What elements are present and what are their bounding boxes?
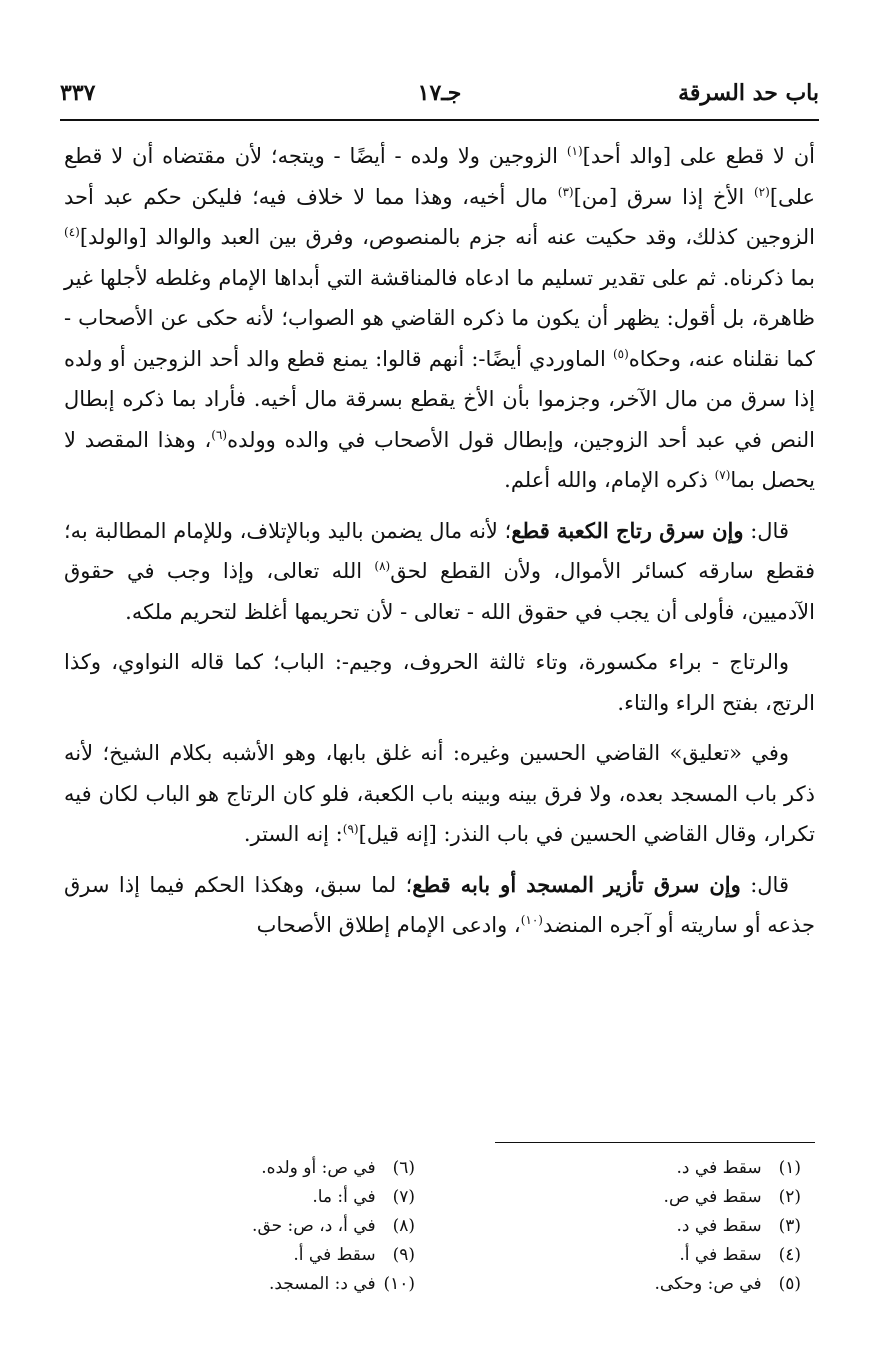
- paragraph-text: وفي «تعليق» القاضي الحسين وغيره: أنه غلق بابها، وهو الأشبه بكلام الشيخ؛ لأنه ذكر باب المسجد بعده، ولا فرق بينه وبينه باب الكعبة، فلو كان الرتاج هو الباب لكان فيه تكرار، وقال القاضي الحسين في باب النذر: [إنه قيل]: [64, 741, 815, 846]
- paragraph-text: ، وادعى الإمام إطلاق الأصحاب: [256, 913, 521, 937]
- paragraph-text: مال أخيه، وهذا مما لا خلاف فيه؛ فليكن حكم عبد أحد الزوجين كذلك، وقد حكيت عنه أنه جزم بالمنصوص، وفرق بين العبد والوالد [والولد]: [64, 184, 815, 249]
- footnote-number: (٥): [778, 1274, 801, 1294]
- main-text: [64, 136, 815, 946]
- footnote-marker: (٥): [612, 346, 629, 361]
- footnote: [45, 1270, 415, 1299]
- volume-number: جـ١٧: [417, 80, 462, 106]
- footnote-number: (١): [778, 1158, 801, 1178]
- footnote-number: (٩): [392, 1245, 415, 1265]
- paragraph-text: : إنه الستر.: [243, 822, 343, 846]
- footnote-text: سقط في د.: [676, 1158, 767, 1178]
- paragraph: [64, 136, 815, 501]
- page-header: [60, 76, 819, 114]
- footnote-number: (٣): [778, 1216, 801, 1236]
- footnote: [45, 1241, 415, 1270]
- paragraph-text: أن لا قطع على [والد أحد]: [582, 144, 815, 168]
- footnote-text: سقط في أ.: [679, 1245, 767, 1265]
- footnote-marker: (٧): [714, 468, 731, 482]
- footnote-number: (٤): [778, 1245, 801, 1265]
- paragraph: [64, 511, 815, 633]
- footnote-number: (٢): [778, 1187, 801, 1207]
- footnote: [45, 1183, 415, 1212]
- paragraph-text: قال:: [740, 872, 789, 897]
- paragraph-text: الله تعالى، وإذا وجب في حقوق الآدميين، فأولى أن يجب في حقوق الله - تعالى - لأن تحريمها أغلظ لتحريم ملكه.: [64, 559, 815, 624]
- paragraph-text: والرتاج - براء مكسورة، وتاء ثالثة الحروف، وجيم-: الباب؛ كما قاله النواوي، وكذا الرتج، بفتح الراء والتاء.: [64, 650, 815, 715]
- footnote-marker: (٦): [211, 427, 228, 442]
- footnote-text: في أ، د، ص: حق.: [252, 1216, 381, 1236]
- footnote-marker: (٤): [64, 225, 80, 239]
- footnote: [431, 1270, 801, 1299]
- paragraph-text: ذكره الإمام، والله أعلم.: [504, 468, 715, 492]
- footnote-number: (٨): [392, 1216, 415, 1236]
- paragraph-text: ؛ لأنه مال يضمن باليد وبالإتلاف، وللإمام المطالبة به؛ فقطع سارقه كسائر الأموال، ولأن القطع لحق: [64, 518, 816, 583]
- footnote: [45, 1212, 415, 1241]
- footnote: [431, 1183, 801, 1212]
- page-number: ٣٣٧: [60, 80, 96, 106]
- footnote: [431, 1241, 801, 1270]
- footnote-text: في د: المسجد.: [268, 1274, 381, 1294]
- footnote-marker: (٨): [374, 559, 391, 573]
- footnote: [431, 1154, 801, 1183]
- footnote-number: (٧): [392, 1187, 415, 1207]
- footnote-text: في أ: ما.: [312, 1187, 381, 1207]
- footnote-column-left: [45, 1154, 415, 1299]
- header-rule: [60, 119, 819, 121]
- chapter-title: باب حد السرقة: [678, 80, 819, 106]
- footnote-text: سقط في ص.: [663, 1187, 767, 1207]
- footnote-column-right: [431, 1154, 801, 1299]
- matn-text: وإن سرق تأزير المسجد أو بابه قطع: [412, 871, 741, 897]
- footnote-marker: (٣): [557, 184, 574, 199]
- footnote-number: (١٠): [383, 1274, 415, 1294]
- paragraph: [64, 642, 815, 723]
- matn-text: وإن سرق رتاج الكعبة قطع: [511, 517, 744, 543]
- paragraph: [64, 865, 815, 946]
- paragraph-text: الأخ إذا سرق [من]: [573, 184, 754, 209]
- footnote-text: في ص: أو ولده.: [261, 1158, 381, 1178]
- footnote-number: (٦): [392, 1158, 415, 1178]
- footnote-marker: (١٠): [520, 913, 543, 927]
- footnote-marker: (٩): [342, 822, 359, 836]
- paragraph-text: الزوجين ولا ولده - أيضًا - ويتجه؛ لأن مقتضاه أن لا قطع على]: [64, 144, 815, 209]
- paragraph: [64, 733, 815, 855]
- footnote-text: سقط في د.: [676, 1216, 767, 1236]
- footnote-marker: (١): [566, 144, 583, 158]
- footnote-text: سقط في أ.: [293, 1245, 381, 1265]
- paragraph-text: قال:: [743, 518, 789, 543]
- footnote-rule: [495, 1142, 815, 1143]
- paragraph-text: ، وهذا المقصد لا يحصل بما: [64, 427, 815, 492]
- footnote-text: في ص: وحكى.: [654, 1274, 767, 1294]
- paragraph-text: بما ذكرناه. ثم على تقدير تسليم ما ادعاه فالمناقشة التي أبداها الإمام وغلطه لأجلها غير ظاهرة، بل أقول: يظهر أن يكون ما ذكره القاضي هو الصواب؛ لأنه حكى عن الأصحاب - كما نقلناه عنه، وحكاه: [64, 265, 815, 371]
- paragraph-text: الماوردي أيضًا-: أنهم قالوا: يمنع قطع والد أحد الزوجين أو ولده إذا سرق من مال الآخر، وجزموا بأن الأخ يقطع بسرقة مال أخيه. فأراد بما ذكره إبطال النص في عبد أحد الزوجين، وإبطال قول الأصحاب في والده وولده: [64, 346, 815, 452]
- paragraph-text: ؛ لما سبق، وهكذا الحكم فيما إذا سرق جذعه أو ساريته أو آجره المنضد: [64, 872, 815, 937]
- footnote: [45, 1154, 415, 1183]
- footnote-marker: (٢): [753, 184, 770, 199]
- footnote: [431, 1212, 801, 1241]
